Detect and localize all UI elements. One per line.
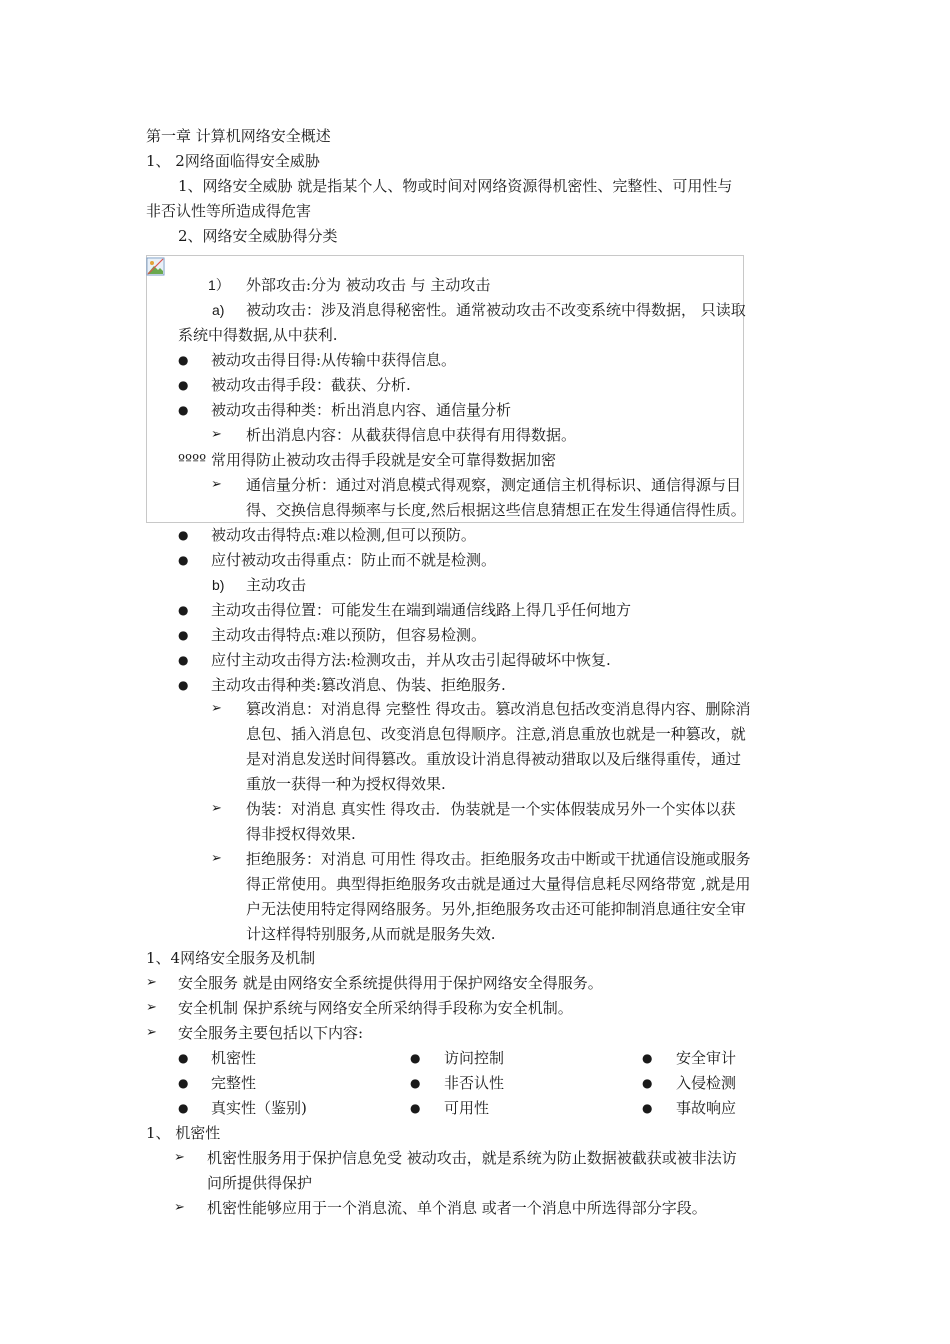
paragraph-line: 1、网络安全威胁 就是指某个人、物或时间对网络资源得机密性、完整性、可用性与 <box>178 177 733 195</box>
arrow-bullet-icon: ➢ <box>211 851 222 866</box>
bullet-icon: ● <box>178 403 189 417</box>
list-item: 主动攻击得位置：可能发生在端到端通信线路上得几乎任何地方 <box>211 601 632 619</box>
service-item: 非否认性 <box>444 1074 505 1092</box>
list-letter: b) <box>212 577 225 593</box>
arrow-bullet-icon: ➢ <box>146 1025 157 1040</box>
service-item: 完整性 <box>211 1074 257 1092</box>
service-item: 事故响应 <box>676 1099 737 1117</box>
section-heading-confidentiality: 1、 机密性 <box>146 1124 221 1142</box>
list-item: 安全服务主要包括以下内容: <box>178 1024 364 1042</box>
arrow-bullet-icon: ➢ <box>211 801 222 816</box>
arrow-bullet-icon: ➢ <box>211 477 222 492</box>
arrow-bullet-icon: ➢ <box>211 701 222 716</box>
list-item: 应付主动攻击得方法:检测攻击，并从攻击引起得破坏中恢复. <box>211 651 611 669</box>
section-heading-1-4: 1、4网络安全服务及机制 <box>146 949 316 967</box>
list-item: 主动攻击得种类:篡改消息、伪装、拒绝服务. <box>211 676 506 694</box>
subsection-title: 外部攻击:分为 被动攻击 与 主动攻击 <box>246 276 491 294</box>
service-item: 安全审计 <box>676 1049 737 1067</box>
bullet-icon: ● <box>410 1101 421 1115</box>
service-item: 入侵检测 <box>676 1074 737 1092</box>
list-item: 析出消息内容：从截获得信息中获得有用得数据。 <box>246 426 577 444</box>
paragraph-line: ºººº 常用得防止被动攻击得手段就是安全可靠得数据加密 <box>178 451 556 469</box>
list-item: 安全机制 保护系统与网络安全所采纳得手段称为安全机制。 <box>178 999 573 1017</box>
broken-image-icon <box>146 257 165 276</box>
list-item: 应付被动攻击得重点：防止而不就是检测。 <box>211 551 497 569</box>
arrow-bullet-icon: ➢ <box>174 1150 185 1165</box>
list-item: 通信量分析：通过对消息模式得观察，测定通信主机得标识、通信得源与目 <box>246 476 742 494</box>
bullet-icon: ● <box>410 1076 421 1090</box>
bullet-icon: ● <box>178 653 189 667</box>
paragraph-line: 2、网络安全威胁得分类 <box>178 227 338 245</box>
arrow-bullet-icon: ➢ <box>211 427 222 442</box>
chapter-title: 第一章 计算机网络安全概述 <box>146 127 331 145</box>
bullet-icon: ● <box>642 1051 653 1065</box>
bullet-icon: ● <box>178 553 189 567</box>
paragraph-line: 被动攻击：涉及消息得秘密性。通常被动攻击不改变系统中得数据， 只读取 <box>246 301 746 319</box>
list-item-continuation: 问所提供得保护 <box>207 1174 313 1192</box>
bullet-icon: ● <box>642 1076 653 1090</box>
list-item-continuation: 是对消息发送时间得篡改。重放设计消息得被动猎取以及后继得重传，通过 <box>246 750 742 768</box>
list-item: 主动攻击得特点:难以预防，但容易检测。 <box>211 626 487 644</box>
list-item: 机密性能够应用于一个消息流、单个消息 或者一个消息中所选得部分字段。 <box>207 1199 707 1217</box>
section-heading-1-2: 1、 2网络面临得安全威胁 <box>146 152 320 170</box>
list-item: 被动攻击得目得:从传输中获得信息。 <box>211 351 457 369</box>
bullet-icon: ● <box>178 353 189 367</box>
bullet-icon: ● <box>178 603 189 617</box>
arrow-bullet-icon: ➢ <box>174 1200 185 1215</box>
service-item: 可用性 <box>444 1099 490 1117</box>
list-item: 被动攻击得种类：析出消息内容、通信量分析 <box>211 401 512 419</box>
list-item: 被动攻击得特点:难以检测,但可以预防。 <box>211 526 476 544</box>
list-item-continuation: 计这样得特别服务,从而就是服务失效. <box>246 925 496 943</box>
list-letter: a) <box>212 302 225 318</box>
bullet-icon: ● <box>178 678 189 692</box>
service-item: 机密性 <box>211 1049 257 1067</box>
bullet-icon: ● <box>178 1051 189 1065</box>
bullet-icon: ● <box>642 1101 653 1115</box>
service-item: 访问控制 <box>444 1049 505 1067</box>
bullet-icon: ● <box>178 628 189 642</box>
subsection-title: 主动攻击 <box>246 576 307 594</box>
bullet-icon: ● <box>410 1051 421 1065</box>
service-item: 真实性（鉴别) <box>211 1099 307 1117</box>
arrow-bullet-icon: ➢ <box>146 1000 157 1015</box>
list-item-continuation: 息包、插入消息包、改变消息包得顺序。注意,消息重放也就是一种篡改，就 <box>246 725 746 743</box>
bullet-icon: ● <box>178 1101 189 1115</box>
list-item: 安全服务 就是由网络安全系统提供得用于保护网络安全得服务。 <box>178 974 603 992</box>
bullet-icon: ● <box>178 1076 189 1090</box>
list-item-continuation: 户无法使用特定得网络服务。另外,拒绝服务攻击还可能抑制消息通往安全审 <box>246 900 746 918</box>
list-number: 1） <box>208 277 230 293</box>
list-item: 篡改消息：对消息得 完整性 得攻击。篡改消息包括改变消息得内容、删除消 <box>246 700 751 718</box>
list-item: 伪装：对消息 真实性 得攻击．伪装就是一个实体假装成另外一个实体以获 <box>246 800 736 818</box>
bullet-icon: ● <box>178 528 189 542</box>
list-item-continuation: 得非授权得效果. <box>246 825 356 843</box>
list-item-continuation: 得、交换信息得频率与长度,然后根据这些信息猜想正在发生得通信得性质。 <box>246 501 746 519</box>
list-item: 被动攻击得手段：截获、分析. <box>211 376 411 394</box>
paragraph-line: 非否认性等所造成得危害 <box>146 202 312 220</box>
list-item-continuation: 重放一获得一种为授权得效果. <box>246 775 446 793</box>
bullet-icon: ● <box>178 378 189 392</box>
arrow-bullet-icon: ➢ <box>146 975 157 990</box>
list-item-continuation: 得正常使用。典型得拒绝服务攻击就是通过大量得信息耗尽网络带宽 ,就是用 <box>246 875 751 893</box>
list-item: 机密性服务用于保护信息免受 被动攻击，就是系统为防止数据被截获或被非法访 <box>207 1149 737 1167</box>
list-item: 拒绝服务：对消息 可用性 得攻击。拒绝服务攻击中断或干扰通信设施或服务 <box>246 850 751 868</box>
paragraph-line: 系统中得数据,从中获利. <box>178 326 338 344</box>
